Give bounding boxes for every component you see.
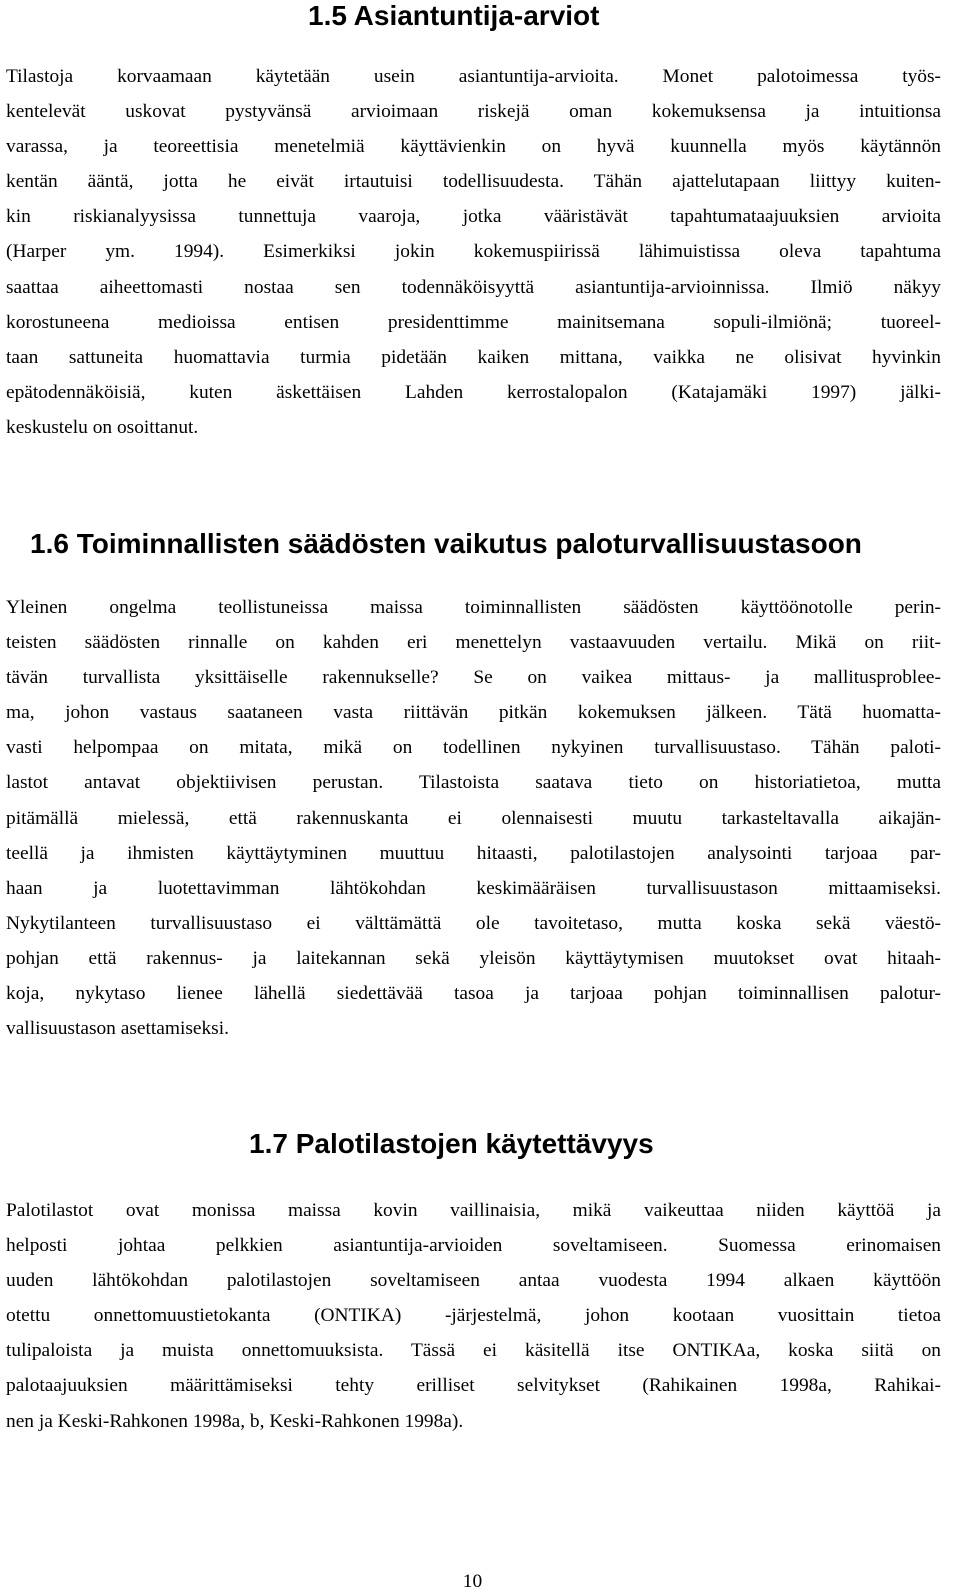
text-line: Tilastoja korvaamaan käytetään usein asiantuntija-arvioita. Monet palotoimessa työs- [6,66,941,87]
text-line: tulipaloista ja muista onnettomuuksista. Tässä ei käsitellä itse ONTIKAa, koska siitä on [6,1340,941,1362]
text-line: saattaa aiheettomasti nostaa sen todennäköisyyttä asiantuntija-arvioinnissa. Ilmiö näkyy [6,276,941,298]
text-line: kin riskianalyysissa tunnettuja vaaroja, jotka vääristävät tapahtumataajuuksien arvioita [6,206,941,228]
text-line: vasti helpompaa on mitata, mikä on todellinen nykyinen turvallisuustaso. Tähän paloti- [6,737,941,759]
text-line: kentelevät uskovat pystyvänsä arvioimaan riskejä oman kokemuksensa ja intuitionsa [6,101,941,123]
text-line: vallisuustason asettamiseksi. [6,1018,229,1040]
text-line: taan sattuneita huomattavia turmia pidetään kaiken mittana, vaikka ne olisivat hyvinkin [6,346,941,368]
text-line: helposti johtaa pelkkien asiantuntija-arvioiden soveltamiseen. Suomessa erinomaisen [6,1235,941,1257]
text-line: Nykytilanteen turvallisuustaso ei välttämättä ole tavoitetaso, mutta koska sekä väestö- [6,912,941,934]
text-line: (Harper ym. 1994). Esimerkiksi jokin kokemuspiirissä lähimuistissa oleva tapahtuma [6,241,941,263]
text-line: uuden lähtökohdan palotilastojen soveltamiseen antaa vuodesta 1994 alkaen käyttöön [6,1270,941,1292]
section-heading-1-5: 1.5 Asiantuntija-arviot [308,0,600,31]
text-line: kentän ääntä, jotta he eivät irtautuisi todellisuudesta. Tähän ajattelutapaan liittyy kuiten- [6,171,941,193]
paragraph-asiantuntija-arviot [6,59,941,445]
text-line: pohjan että rakennus- ja laitekannan sekä yleisön käyttäytymisen muutokset ovat hitaah- [6,947,941,969]
section-heading-1-6: 1.6 Toiminnallisten säädösten vaikutus paloturvallisuustasoon [30,528,862,559]
text-line: nen ja Keski-Rahkonen 1998a, b, Keski-Rahkonen 1998a). [6,1410,464,1432]
section-heading-1-7: 1.7 Palotilastojen käytettävyys [249,1128,654,1159]
text-line: teellä ja ihmisten käyttäytyminen muuttuu hitaasti, palotilastojen analysointi tarjoaa par- [6,842,941,864]
text-line: koja, nykytaso lienee lähellä siedettävää tasoa ja tarjoaa pohjan toiminnallisen palotur- [6,983,941,1005]
text-line: teisten säädösten rinnalle on kahden eri menettelyn vastaavuuden vertailu. Mikä on riit- [6,632,941,654]
text-line: ma, johon vastaus saataneen vasta riittävän pitkän kokemuksen jälkeen. Tätä huomatta- [6,702,941,724]
text-line: keskustelu on osoittanut. [6,416,199,438]
text-line: palotaajuuksien määrittämiseksi tehty erilliset selvitykset (Rahikainen 1998a, Rahikai- [6,1375,941,1397]
paragraph-palotilastojen-kaytettavyys [6,1193,941,1439]
text-line: otettu onnettomuustietokanta (ONTIKA) -järjestelmä, johon kootaan vuosittain tietoa [6,1305,941,1327]
text-line: haan ja luotettavimman lähtökohdan keskimääräisen turvallisuustason mittaamiseksi. [6,877,941,899]
text-line: lastot antavat objektiivisen perustan. Tilastoista saatava tieto on historiatietoa, mutta [6,772,941,794]
text-line: epätodennäköisiä, kuten äskettäisen Lahden kerrostalopalon (Katajamäki 1997) jälki- [6,381,941,403]
paragraph-toiminnallisten-saadosten-vaikutus [6,590,941,1046]
text-line: Yleinen ongelma teollistuneissa maissa toiminnallisten säädösten käyttöönotolle perin- [6,597,941,618]
text-line: pitämällä mielessä, että rakennuskanta ei olennaisesti muutu tarkasteltavalla aikajän- [6,807,941,829]
text-line: Palotilastot ovat monissa maissa kovin vaillinaisia, mikä vaikeuttaa niiden käyttöä ja [6,1200,941,1221]
text-line: varassa, ja teoreettisia menetelmiä käyttävienkin on hyvä kuunnella myös käytännön [6,136,941,158]
text-line: korostuneena medioissa entisen presidenttimme mainitsemana sopuli-ilmiönä; tuoreel- [6,311,941,333]
page-number: 10 [462,1571,483,1592]
text-line: tävän turvallista yksittäiselle rakennukselle? Se on vaikea mittaus- ja mallitusproblee- [6,667,941,689]
